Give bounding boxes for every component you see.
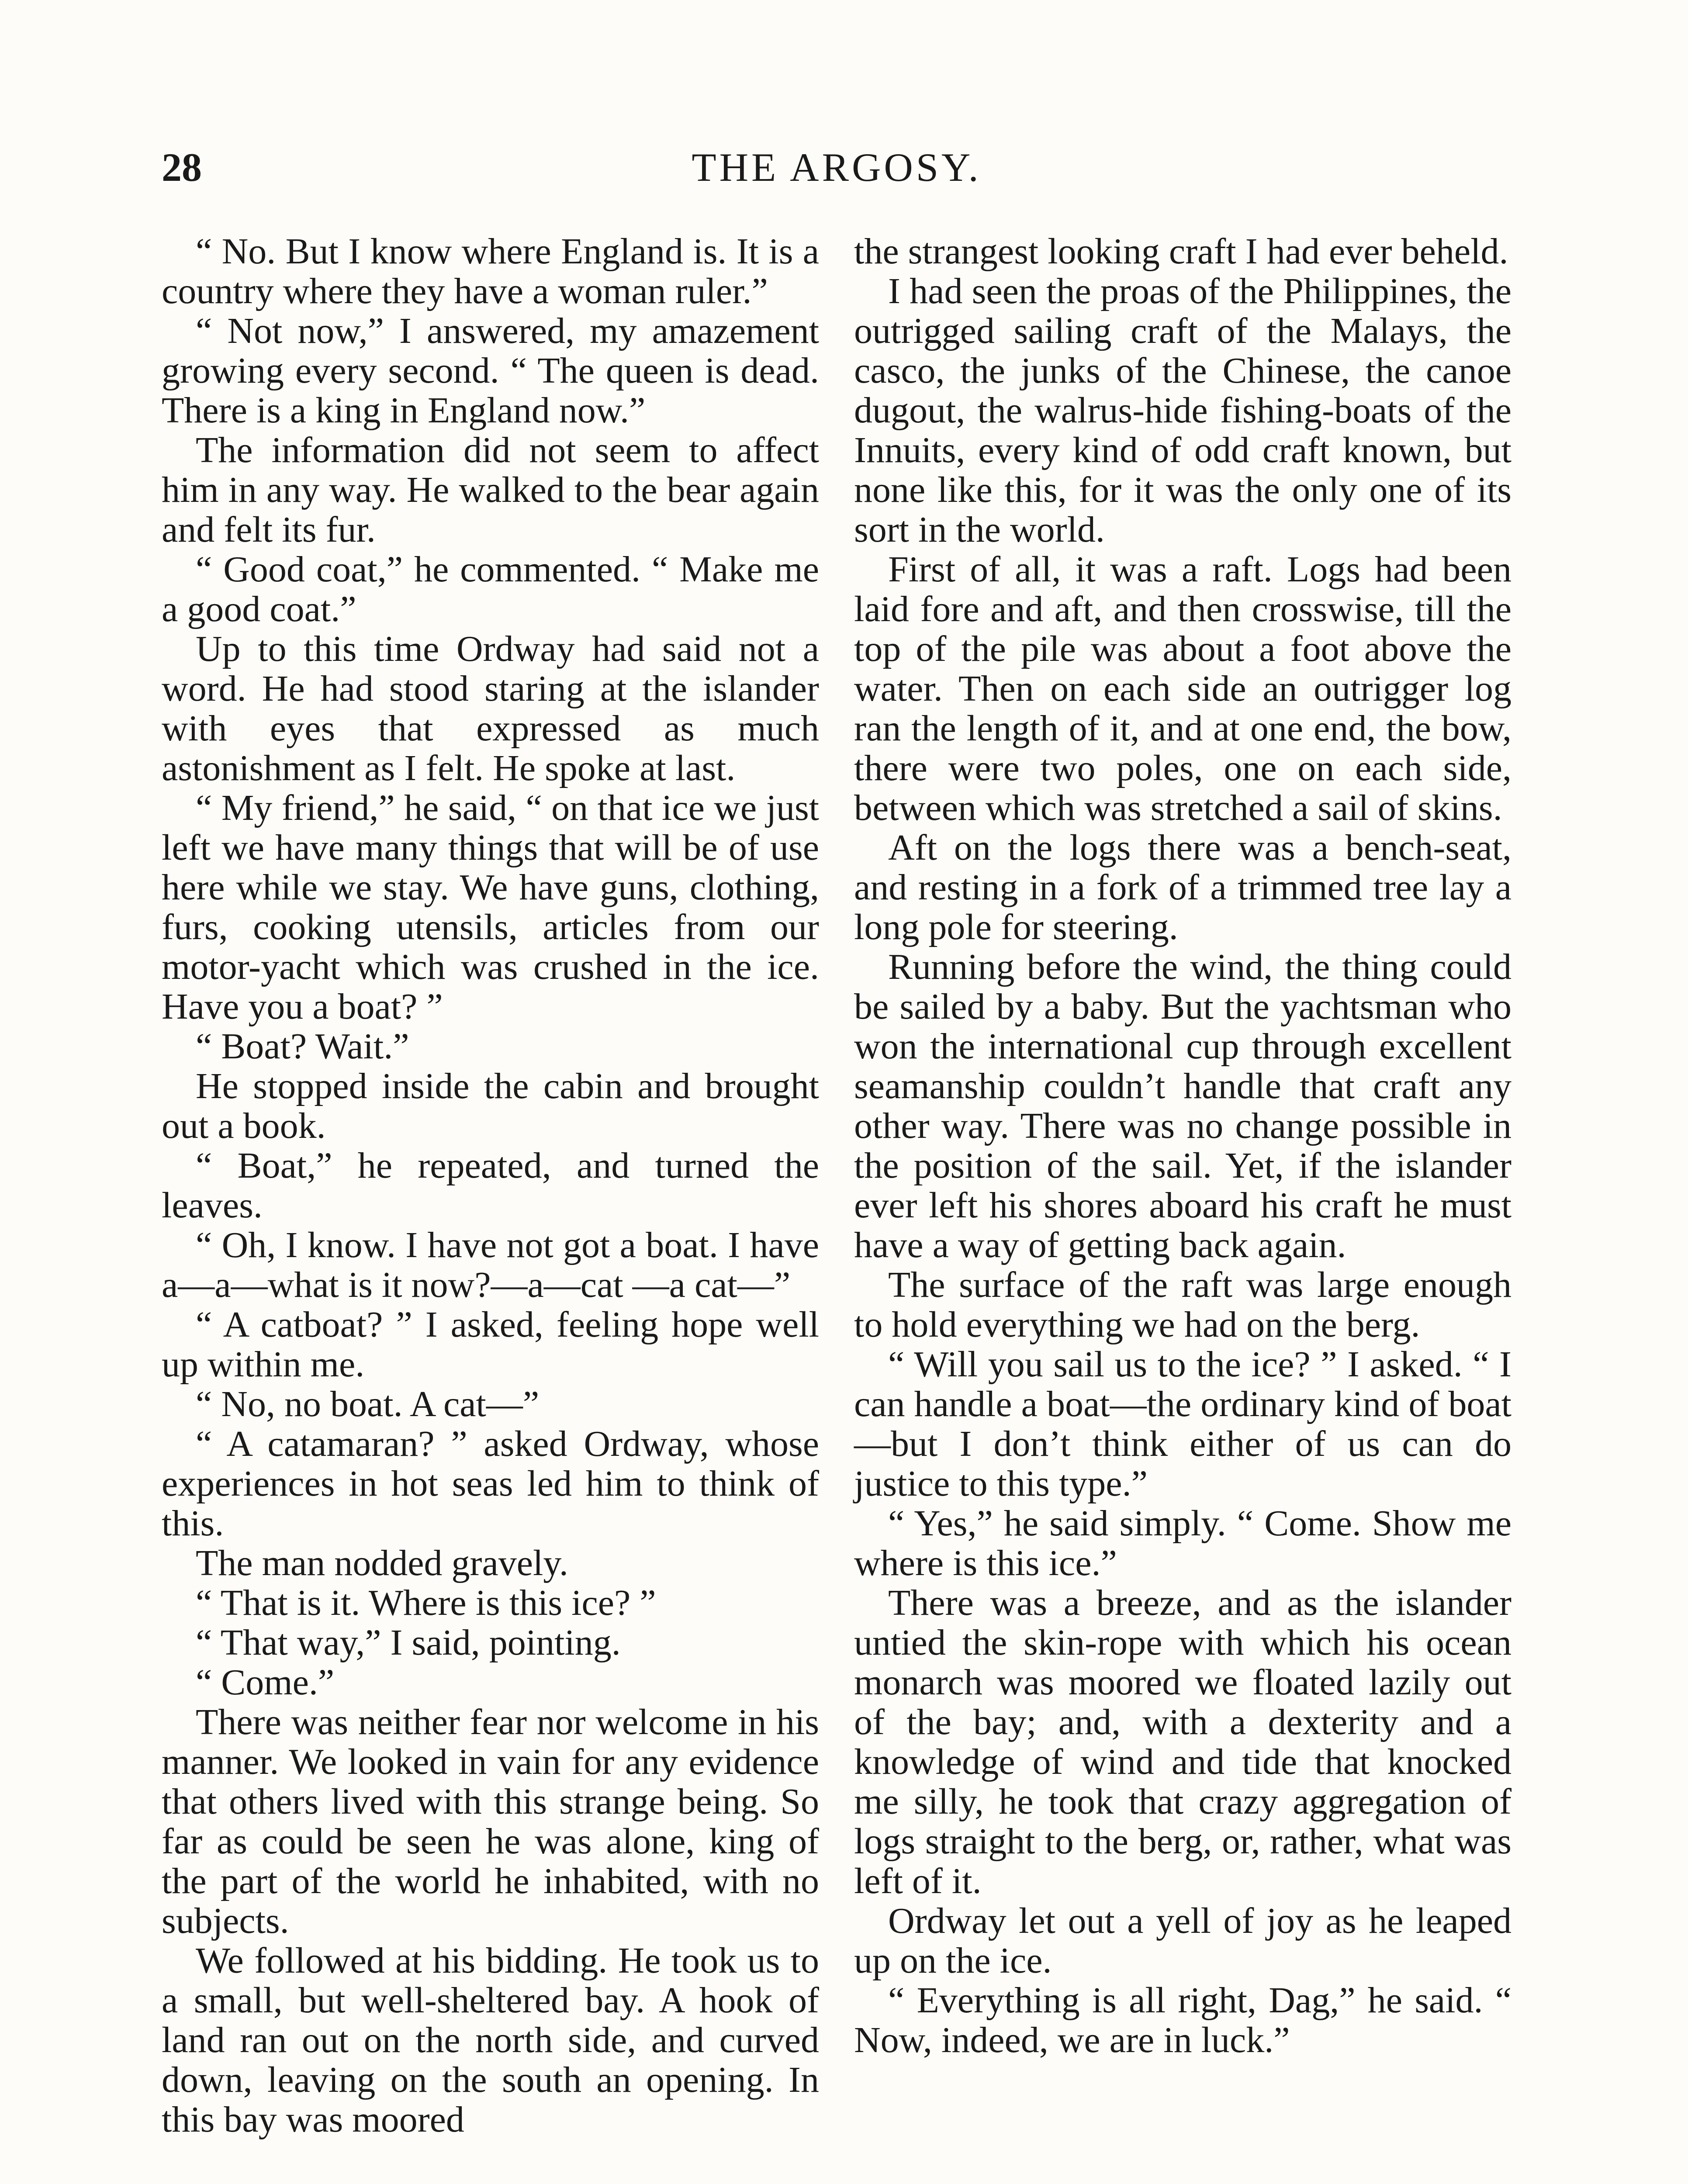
paragraph: “ Everything is all right, Dag,” he said. “ Now, indeed, we are in luck.” [854, 1980, 1512, 2060]
paragraph: First of all, it was a raft. Logs had been laid fore and aft, and then crosswise, till the top of the pile was about a foot above the water. Then on each side an outrigger log ran the length of it, and at one end, the bow, there were two poles, one on each side, between which was stretched a sail of skins. [854, 549, 1512, 828]
running-title: THE ARGOSY. [692, 145, 982, 190]
paragraph: The information did not seem to affect him in any way. He walked to the bear again and felt its fur. [162, 430, 819, 550]
paragraph: “ That is it. Where is this ice? ” [196, 1583, 656, 1623]
paragraph: “ No, no boat. A cat—” [196, 1384, 540, 1424]
paragraph: “ Come.” [196, 1662, 335, 1703]
paragraph: “ A catboat? ” I asked, feeling hope well up within me. [162, 1304, 819, 1385]
paragraph: “ Yes,” he said simply. “ Come. Show me where is this ice.” [854, 1503, 1512, 1583]
paragraph: “ Good coat,” he commented. “ Make me a good coat.” [162, 549, 819, 629]
paragraph: “ Will you sail us to the ice? ” I asked. “ I can handle a boat—the ordinary kind of boat—but I don’t think either of us can do justice to this type.” [854, 1344, 1512, 1504]
paragraph: “ Boat,” he repeated, and turned the leaves. [162, 1145, 819, 1226]
paragraph: I had seen the proas of the Philippines, the outrigged sailing craft of the Malays, the casco, the junks of the Chinese, the canoe dugout, the walrus-hide fishing-boats of the Innuits, every kind of odd craft known, but none like this, for it was the only one of its sort in the world. [854, 271, 1512, 550]
paragraph: He stopped inside the cabin and brought out a book. [162, 1066, 819, 1146]
left-column [162, 232, 819, 2139]
paragraph: “ A catamaran? ” asked Ordway, whose experiences in hot seas led him to think of this. [162, 1424, 819, 1544]
paragraph: “ No. But I know where England is. It is a country where they have a woman ruler.” [162, 231, 819, 311]
paragraph: “ That way,” I said, pointing. [196, 1622, 621, 1663]
paragraph: The surface of the raft was large enough to hold everything we had on the berg. [854, 1265, 1512, 1345]
paragraph: “ Boat? Wait.” [196, 1026, 409, 1067]
paragraph: “ My friend,” he said, “ on that ice we just left we have many things that will be of use here while we stay. We have guns, clothing, furs, cooking utensils, articles from our motor-yacht which was crushed in the ice. Have you a boat? ” [162, 788, 819, 1027]
paragraph: The man nodded gravely. [196, 1543, 568, 1583]
page-number: 28 [162, 145, 202, 190]
paragraph: There was neither fear nor welcome in his manner. We looked in vain for any evidence that others lived with this strange being. So far as could be seen he was alone, king of the part of the world he inhabited, with no subjects. [162, 1702, 819, 1941]
paragraph: There was a breeze, and as the islander untied the skin-rope with which his ocean monarch was moored we floated lazily out of the bay; and, with a dexterity and a knowledge of wind and tide that knocked me silly, he took that crazy aggregation of logs straight to the berg, or, rather, what was left of it. [854, 1583, 1512, 1901]
paragraph: Running before the wind, the thing could be sailed by a baby. But the yachtsman who won the international cup through excellent seamanship couldn’t handle that craft any other way. There was no change possible in the position of the sail. Yet, if the islander ever left his shores aboard his craft he must have a way of getting back again. [854, 947, 1512, 1265]
paragraph: We followed at his bidding. He took us to a small, but well-sheltered bay. A hook of land ran out on the north side, and curved down, leaving on the south an opening. In this bay was moored [162, 1940, 819, 2140]
paragraph: Aft on the logs there was a bench-seat, and resting in a fork of a trimmed tree lay a long pole for steering. [854, 827, 1512, 947]
paragraph: “ Not now,” I answered, my amazement growing every second. “ The queen is dead. There is a king in England now.” [162, 311, 819, 431]
paragraph: the strangest looking craft I had ever beheld. [854, 231, 1508, 272]
paragraph: Up to this time Ordway had said not a word. He had stood staring at the islander with eyes that expressed as much astonishment as I felt. He spoke at last. [162, 629, 819, 788]
paragraph: “ Oh, I know. I have not got a boat. I have a—a—what is it now?—a—cat —a cat—” [162, 1225, 819, 1305]
paragraph: Ordway let out a yell of joy as he leaped up on the ice. [854, 1901, 1512, 1981]
right-column [854, 232, 1512, 2060]
page-header [162, 131, 1512, 210]
